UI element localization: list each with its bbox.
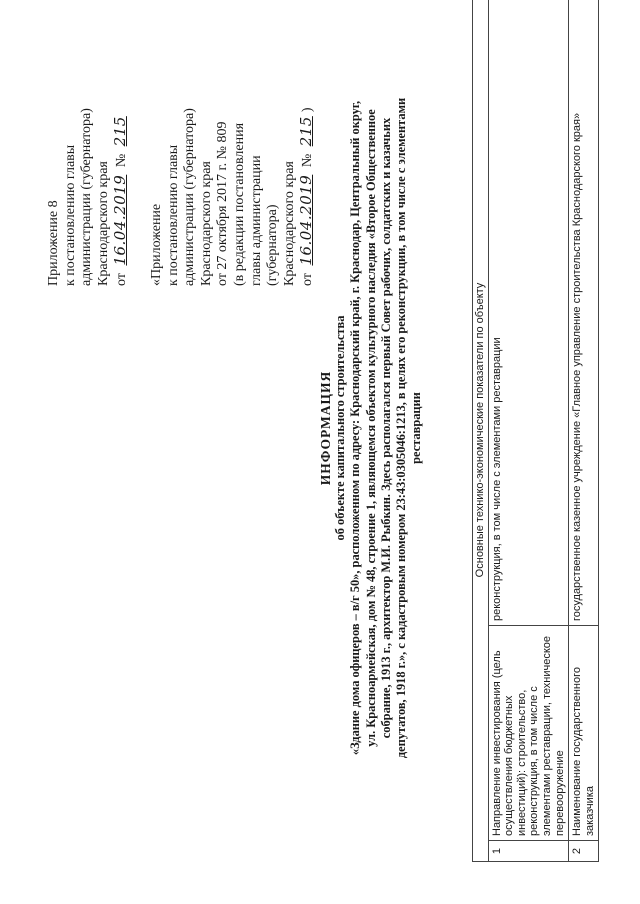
prior-appendix-line: главы администрации [248, 155, 264, 286]
title-line: собрание, 1913 г., архитектор М.И. Рыбкин. Здесь располагался первый Совет рабочих, солдатских и казачьих [378, 117, 393, 739]
appendix-line: к постановлению главы [62, 144, 78, 286]
closing-parenthesis: ) [300, 107, 316, 113]
spacer [131, 16, 149, 286]
title-line: реставрации [409, 392, 424, 464]
date-prefix: от [114, 273, 130, 286]
number-sign: № [114, 153, 130, 168]
table-section-header: Основные технико-экономические показатели по объекту [473, 0, 489, 862]
handwritten-number: 215 [297, 116, 316, 147]
title-line: ул. Красноармейская, дом № 48, строение 1, являющемся объектом культурного наследия «Второе Общественное [363, 109, 378, 747]
handwritten-date: 16.04.2019 [297, 174, 316, 266]
title-line: депутатов, 1918 г.», с кадастровым номером 23:43:0305046:1213, в целях его реконструкции, в том числе с элементами [394, 97, 409, 759]
indicators-table [472, 0, 599, 862]
appendix-line: Приложение 8 [46, 200, 61, 286]
title-line: «Здание дома офицеров – в/г 50», расположенном по адресу: Краснодарский край, г. Краснодар, Центральный округ, [348, 100, 363, 756]
table-row [569, 0, 599, 862]
prior-appendix-line: (губернатора) [265, 204, 281, 286]
prior-appendix-line: администрации (губернатора) [182, 108, 198, 286]
row-label: Наименование государственного заказчика [569, 626, 599, 841]
prior-appendix-line: к постановлению главы [165, 144, 181, 286]
handwritten-date: 16.04.2019 [111, 174, 130, 266]
row-number: 1 [488, 841, 569, 862]
prior-appendix-line: (в редакции постановления [231, 122, 247, 286]
row-label: Направление инвестирования (цель осуществления бюджетных инвестиций): строительство, реконструкция, в том числе с элементами реставрации, техническое перевооружение [488, 626, 569, 841]
table-row [488, 0, 569, 862]
title-line: об объекте капитального строительства [333, 315, 348, 541]
row-value: государственное казенное учреждение «Главное управление строительства Краснодарского края» [569, 0, 599, 626]
row-value: реконструкция, в том числе с элементами реставрации [488, 0, 569, 626]
appendix-date-line [112, 16, 131, 286]
document-heading: ИНФОРМАЦИЯ [318, 370, 333, 486]
appendix-line: Краснодарского края [95, 161, 111, 286]
appendix-line: администрации (губернатора) [79, 108, 95, 286]
document-title-block [318, 48, 424, 808]
prior-appendix-line: «Приложение [148, 203, 164, 286]
prior-date-line [298, 16, 317, 286]
prior-appendix-line: от 27 октября 2017 г. № 809 [215, 121, 231, 286]
prior-appendix-line: Краснодарского края [281, 161, 297, 286]
number-sign: № [300, 153, 316, 168]
appendix-block [46, 16, 317, 286]
table-section-row [473, 0, 489, 862]
handwritten-number: 215 [111, 116, 130, 147]
row-number: 2 [569, 841, 599, 862]
prior-appendix-line: Краснодарского края [198, 161, 214, 286]
date-prefix: от [300, 273, 316, 286]
